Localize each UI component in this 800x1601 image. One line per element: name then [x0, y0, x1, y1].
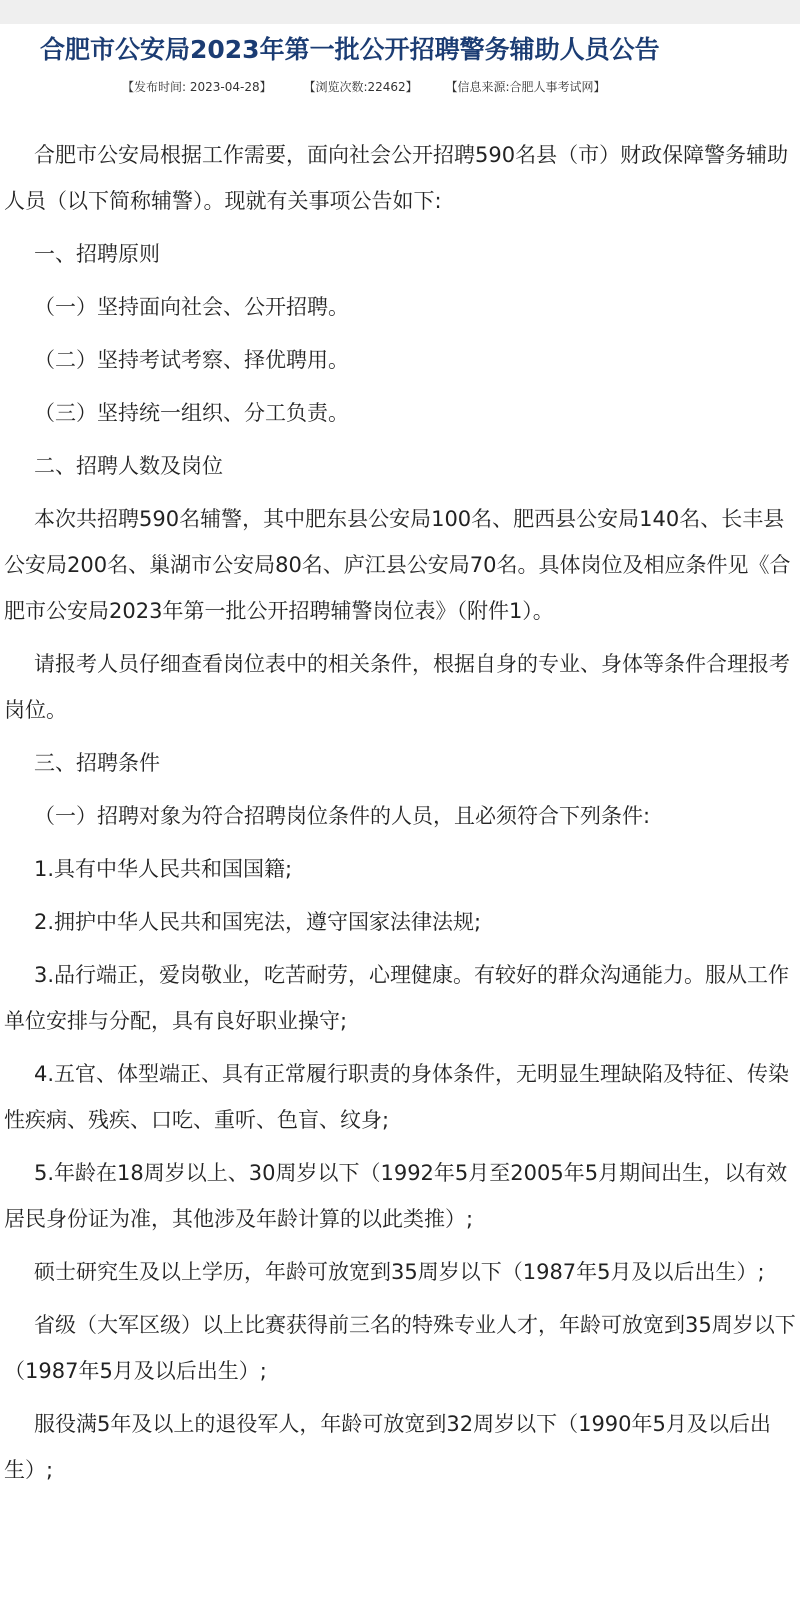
list-item: 5.年龄在18周岁以上、30周岁以下（1992年5月至2005年5月期间出生，以有效居民身份证为准，其他涉及年龄计算的以此类推）; [4, 1161, 788, 1231]
paragraph: 合肥市公安局根据工作需要，面向社会公开招聘590名县（市）财政保障警务辅助人员（以下简称辅警）。现就有关事项公告如下: [4, 143, 789, 213]
info-source: 【信息来源:合肥人事考试网】 [445, 80, 606, 94]
paragraph: 本次共招聘590名辅警，其中肥东县公安局100名、肥西县公安局140名、长丰县公安局200名、巢湖市公安局80名、庐江县公安局70名。具体岗位及相应条件见《合肥市公安局2023年第一批公开招聘辅警岗位表》（附件1）。 [4, 507, 791, 623]
article-meta [0, 78, 800, 96]
list-item: （一）招聘对象为符合招聘岗位条件的人员，且必须符合下列条件: [34, 804, 651, 828]
article-body [0, 132, 800, 1500]
paragraph: 请报考人员仔细查看岗位表中的相关条件，根据自身的专业、身体等条件合理报考岗位。 [4, 652, 790, 722]
list-item: 4.五官、体型端正、具有正常履行职责的身体条件，无明显生理缺陷及特征、传染性疾病、残疾、口吃、重听、色盲、纹身; [4, 1062, 790, 1132]
section-heading: 三、招聘条件 [34, 751, 160, 775]
paragraph: 省级（大军区级）以上比赛获得前三名的特殊专业人才，年龄可放宽到35周岁以下（1987年5月及以后出生）; [4, 1313, 796, 1383]
section-heading: 一、招聘原则 [34, 242, 160, 266]
publish-time: 【发布时间: 2023-04-28】 [122, 80, 272, 94]
section-heading: 二、招聘人数及岗位 [34, 454, 223, 478]
list-item: （三）坚持统一组织、分工负责。 [34, 401, 349, 425]
view-count: 【浏览次数:22462】 [303, 80, 418, 94]
list-item: （一）坚持面向社会、公开招聘。 [34, 295, 349, 319]
article-header [0, 24, 800, 96]
list-item: 3.品行端正，爱岗敬业，吃苦耐劳，心理健康。有较好的群众沟通能力。服从工作单位安排与分配，具有良好职业操守; [4, 963, 790, 1033]
paragraph: 服役满5年及以上的退役军人，年龄可放宽到32周岁以下（1990年5月及以后出生）; [4, 1412, 771, 1482]
paragraph: 硕士研究生及以上学历，年龄可放宽到35周岁以下（1987年5月及以后出生）; [34, 1260, 765, 1284]
list-item: （二）坚持考试考察、择优聘用。 [34, 348, 349, 372]
article-title: 合肥市公安局2023年第一批公开招聘警务辅助人员公告 [40, 35, 660, 64]
list-item: 1.具有中华人民共和国国籍; [34, 857, 293, 881]
list-item: 2.拥护中华人民共和国宪法，遵守国家法律法规; [34, 910, 482, 934]
top-strip [0, 0, 800, 24]
